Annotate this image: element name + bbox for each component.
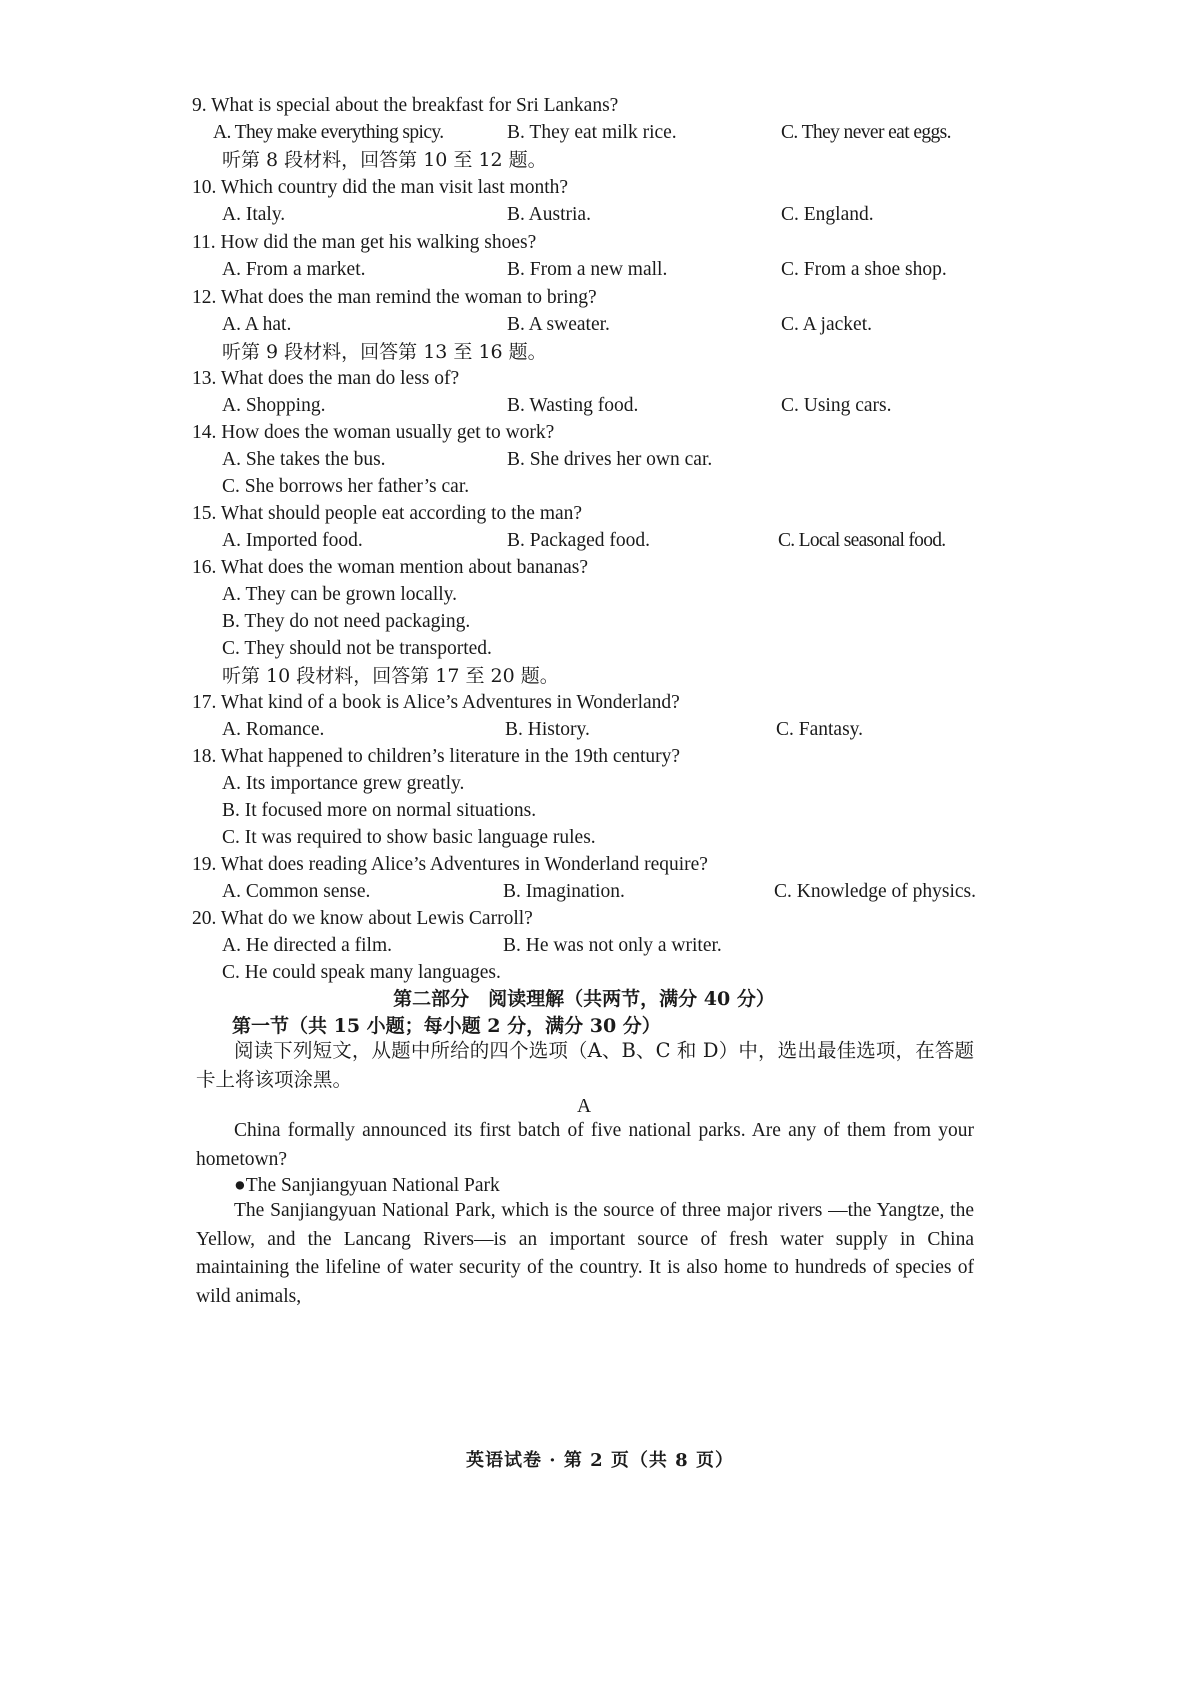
passage-letter: A [576, 1096, 592, 1117]
question-15-option-c: C. Local seasonal food. [778, 530, 946, 551]
question-10-stem: 10. Which country did the man visit last month? [192, 177, 569, 198]
passage-intro: China formally announced its first batch of five national parks. Are any of them from your hometown? [196, 1120, 974, 1170]
reading-directions: 阅读下列短文，从题中所给的四个选项（A、B、C 和 D）中，选出最佳选项，在答题卡上将该项涂黑。 [196, 1039, 974, 1091]
question-13-option-b: B. Wasting food. [507, 395, 639, 416]
instruction-segment-10: 听第 10 段材料，回答第 17 至 20 题。 [222, 665, 559, 687]
question-16-option-c: C. They should not be transported. [222, 638, 492, 659]
question-18-stem: 18. What happened to children’s literature in the 19th century? [192, 746, 681, 767]
question-20-option-a: A. He directed a film. [222, 935, 393, 956]
question-16-option-b: B. They do not need packaging. [222, 611, 471, 632]
section-1-heading: 第一节（共 15 小题；每小题 2 分，满分 30 分） [232, 1015, 661, 1037]
question-19-stem: 19. What does reading Alice’s Adventures in Wonderland require? [192, 854, 708, 875]
question-13-stem: 13. What does the man do less of? [192, 368, 460, 389]
question-13-option-c: C. Using cars. [781, 395, 892, 416]
bullet-icon: ● [234, 1175, 246, 1196]
instruction-segment-8: 听第 8 段材料，回答第 10 至 12 题。 [222, 149, 547, 171]
question-10-option-c: C. England. [781, 204, 874, 225]
question-17-option-c: C. Fantasy. [776, 719, 864, 740]
question-20-option-c: C. He could speak many languages. [222, 962, 501, 983]
question-15-stem: 15. What should people eat according to the man? [192, 503, 583, 524]
question-14-option-a: A. She takes the bus. [222, 449, 386, 470]
question-12-option-b: B. A sweater. [507, 314, 610, 335]
question-16-option-a: A. They can be grown locally. [222, 584, 458, 605]
question-15-option-a: A. Imported food. [222, 530, 363, 551]
passage-subhead-row [234, 1173, 500, 1199]
question-10-option-b: B. Austria. [507, 204, 591, 225]
question-14-option-b: B. She drives her own car. [507, 449, 713, 470]
part-2-title: 第二部分 阅读理解（共两节，满分 40 分） [393, 988, 775, 1010]
page-footer: 英语试卷 · 第 2 页（共 8 页） [466, 1450, 734, 1471]
question-9-option-c: C. They never eat eggs. [781, 122, 951, 143]
instruction-segment-9: 听第 9 段材料，回答第 13 至 16 题。 [222, 341, 547, 363]
question-9-stem: 9. What is special about the breakfast for Sri Lankans? [192, 95, 619, 116]
question-11-stem: 11. How did the man get his walking shoes? [192, 232, 537, 253]
question-18-option-a: A. Its importance grew greatly. [222, 773, 465, 794]
question-12-option-c: C. A jacket. [781, 314, 872, 335]
question-11-option-c: C. From a shoe shop. [781, 259, 947, 280]
question-14-option-c: C. She borrows her father’s car. [222, 476, 470, 497]
question-17-stem: 17. What kind of a book is Alice’s Adventures in Wonderland? [192, 692, 680, 713]
passage-body: The Sanjiangyuan National Park, which is the source of three major rivers —the Yangtze, the Yellow, and the Lancang Rivers—is an important source of fresh water supply in China maintaining the lifeline of water security of the country. It is also home to hundreds of species of wild animals, [196, 1200, 974, 1307]
question-12-option-a: A. A hat. [222, 314, 292, 335]
question-19-option-b: B. Imagination. [503, 881, 625, 902]
question-11-option-a: A. From a market. [222, 259, 366, 280]
question-17-option-a: A. Romance. [222, 719, 325, 740]
question-20-option-b: B. He was not only a writer. [503, 935, 722, 956]
question-17-option-b: B. History. [505, 719, 590, 740]
question-13-option-a: A. Shopping. [222, 395, 326, 416]
question-9-option-b: B. They eat milk rice. [507, 122, 677, 143]
question-19-option-c: C. Knowledge of physics. [774, 881, 977, 902]
question-19-option-a: A. Common sense. [222, 881, 371, 902]
question-18-option-b: B. It focused more on normal situations. [222, 800, 537, 821]
passage-subhead: The Sanjiangyuan National Park [245, 1175, 500, 1196]
question-9-option-a: A. They make everything spicy. [213, 122, 444, 143]
question-12-stem: 12. What does the man remind the woman to bring? [192, 287, 597, 308]
question-11-option-b: B. From a new mall. [507, 259, 668, 280]
question-18-option-c: C. It was required to show basic language rules. [222, 827, 596, 848]
question-16-stem: 16. What does the woman mention about bananas? [192, 557, 589, 578]
question-20-stem: 20. What do we know about Lewis Carroll? [192, 908, 533, 929]
question-15-option-b: B. Packaged food. [507, 530, 650, 551]
question-14-stem: 14. How does the woman usually get to work? [192, 422, 555, 443]
question-10-option-a: A. Italy. [222, 204, 286, 225]
